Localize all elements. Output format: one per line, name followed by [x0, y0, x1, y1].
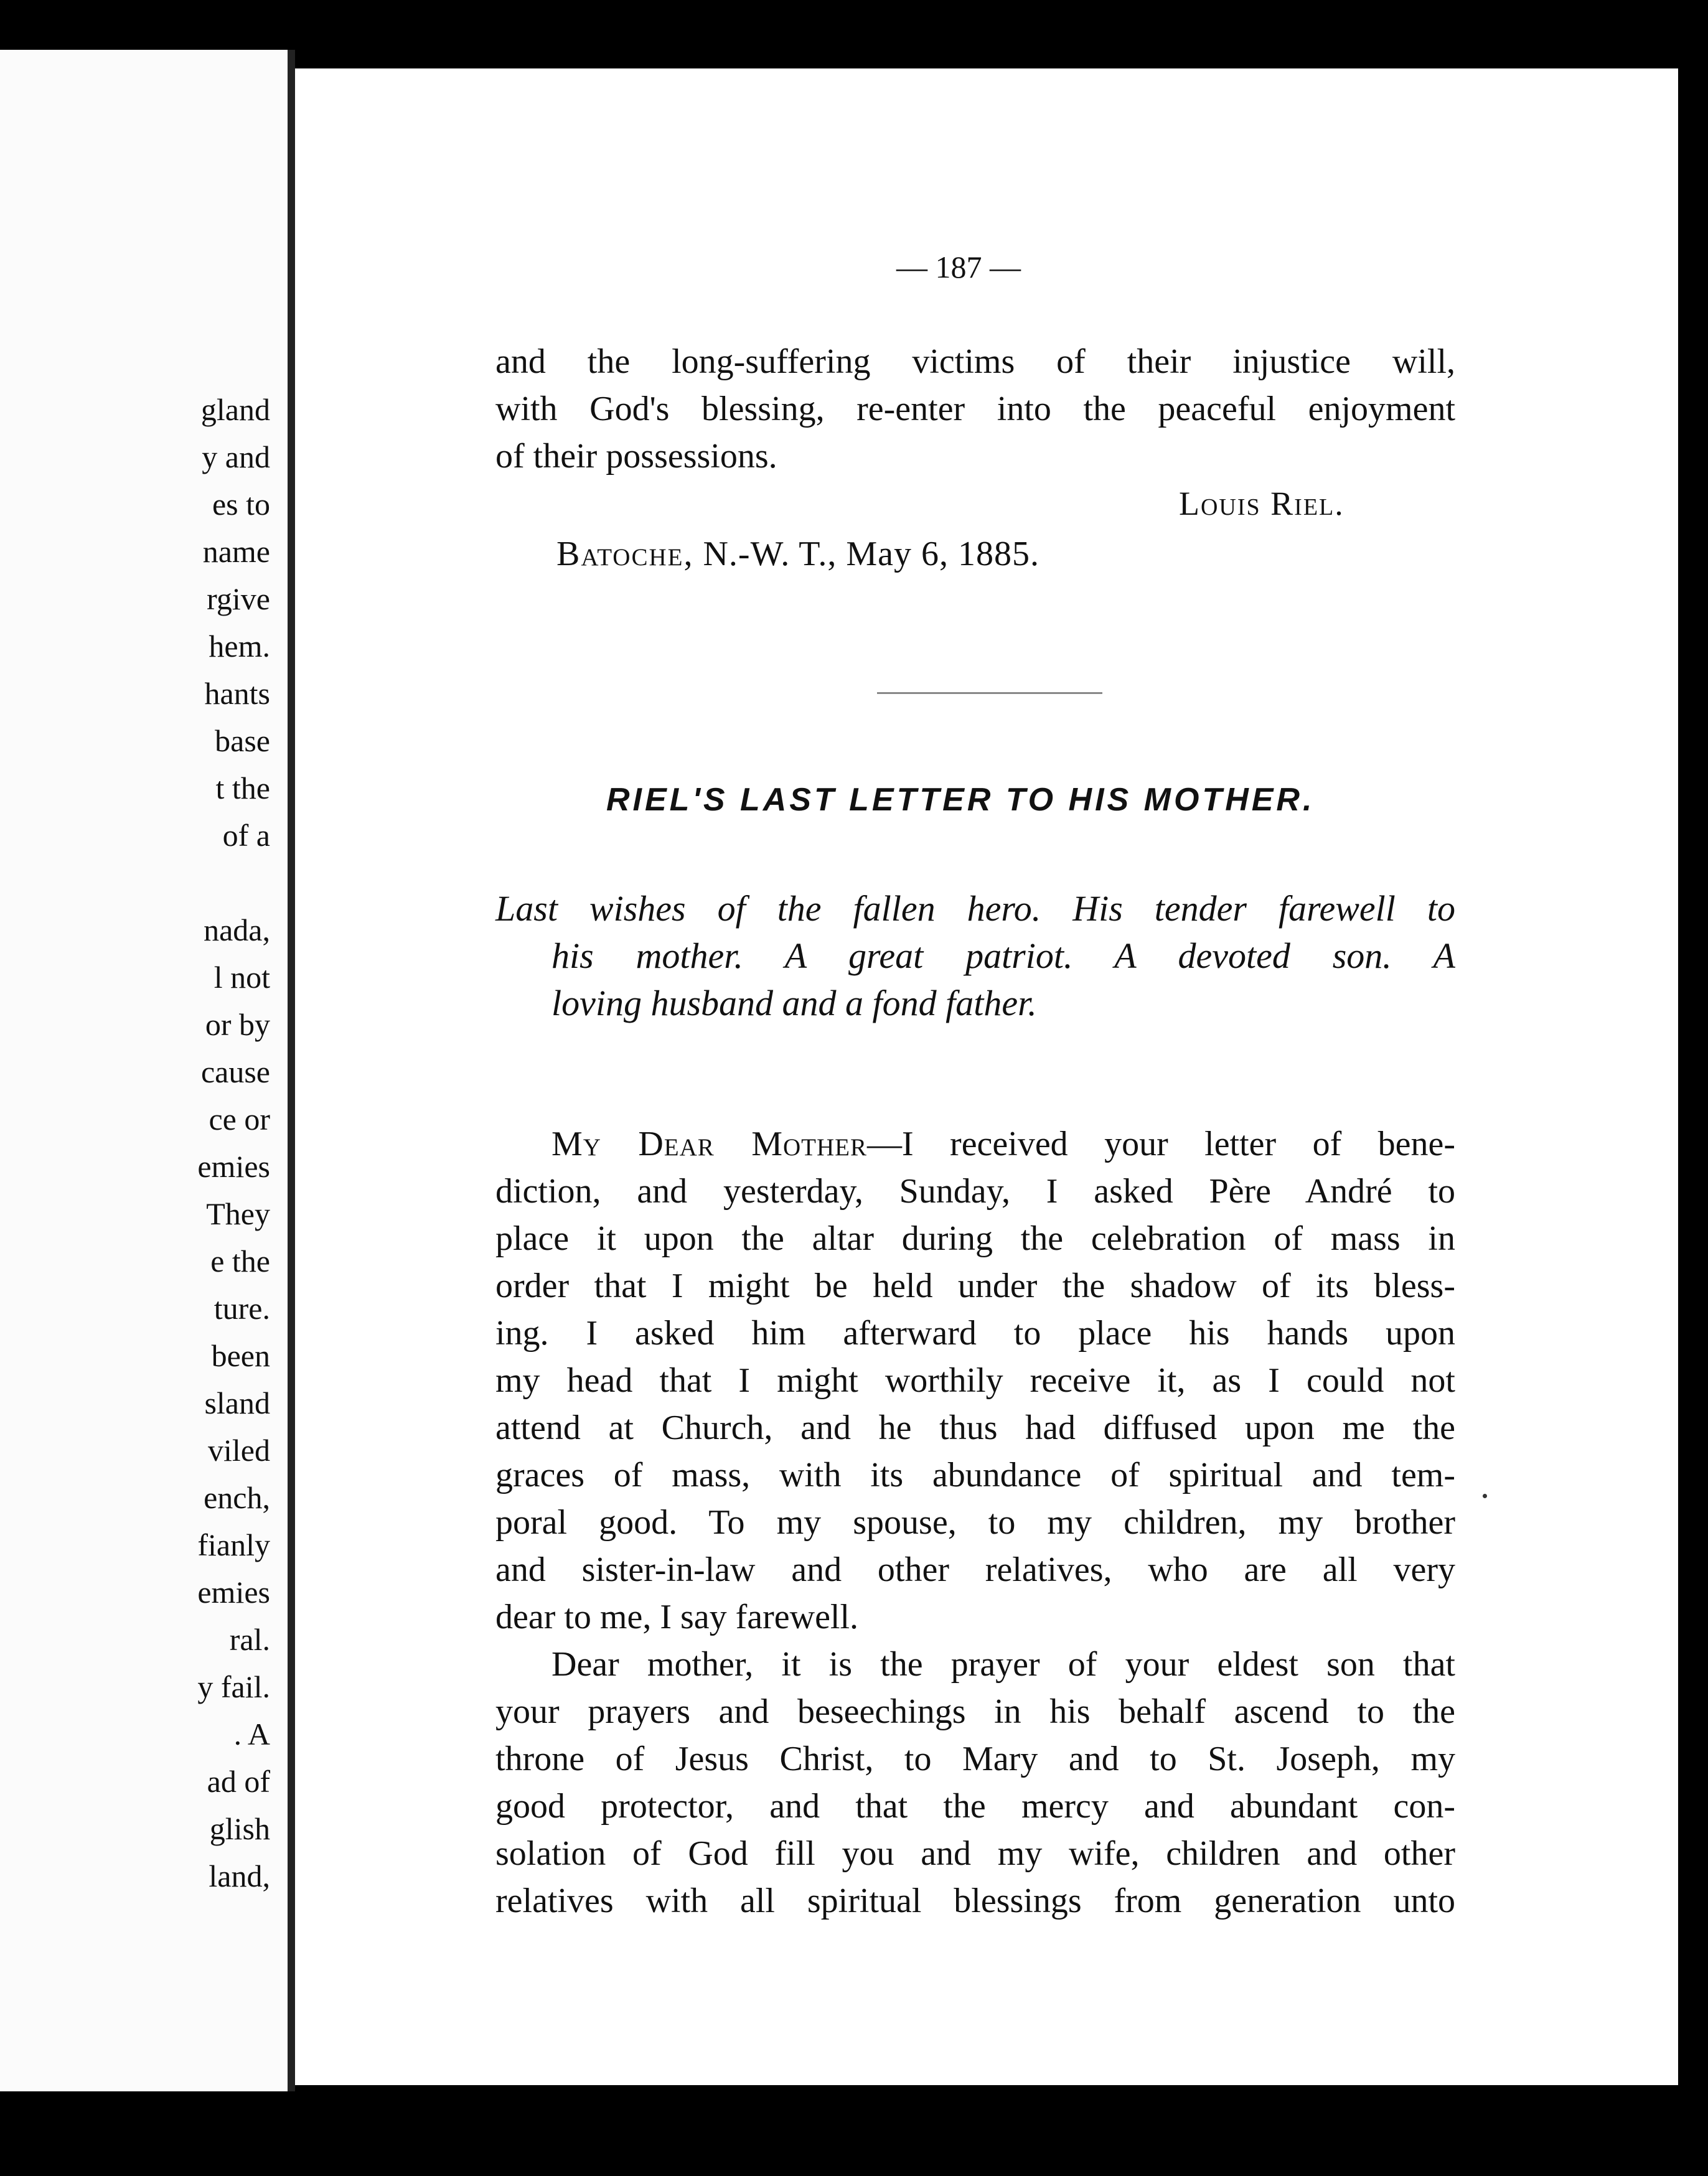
- text-line: my head that I might worthily receive it, as I could not: [495, 1361, 1455, 1400]
- facing-line: name: [202, 534, 270, 569]
- facing-line: hants: [204, 676, 270, 711]
- section-divider: [877, 692, 1102, 694]
- facing-line: base: [215, 723, 270, 758]
- facing-line: ture.: [214, 1291, 270, 1326]
- page-gutter: [288, 50, 295, 2091]
- facing-line: y fail.: [197, 1669, 270, 1704]
- page-number: — 187 —: [896, 250, 1021, 284]
- facing-page: [0, 50, 288, 2091]
- facing-line: of a: [222, 818, 270, 853]
- text-line: relatives with all spiritual blessings from generation unto: [495, 1882, 1455, 1920]
- subheading-line: loving husband and a fond father.: [551, 983, 1037, 1023]
- text-line: Dear mother, it is the prayer of your eldest son that: [551, 1645, 1455, 1684]
- text-line: graces of mass, with its abundance of spiritual and tem-: [495, 1456, 1455, 1494]
- main-page: [295, 68, 1678, 2085]
- text-line: attend at Church, and he thus had diffused upon me the: [495, 1409, 1455, 1447]
- facing-line: emies: [197, 1575, 270, 1610]
- text-line: and the long-suffering victims of their injustice will,: [495, 342, 1455, 381]
- text-line: your prayers and beseechings in his behalf ascend to the: [495, 1692, 1455, 1731]
- facing-line: emies: [197, 1149, 270, 1184]
- facing-line: y and: [202, 439, 270, 474]
- stray-mark: [1483, 1494, 1487, 1498]
- dateline-rest: N.-W. T., May 6, 1885.: [703, 535, 1039, 573]
- facing-line: ral.: [229, 1622, 270, 1657]
- text-line: of their possessions.: [495, 437, 777, 476]
- text-line: place it upon the altar during the celebration of mass in: [495, 1219, 1455, 1258]
- facing-line-gap: [197, 859, 270, 906]
- facing-line: fianly: [197, 1527, 270, 1562]
- text-line: and sister-in-law and other relatives, who are all very: [495, 1550, 1455, 1589]
- letter-body: [495, 1120, 1455, 1925]
- dateline-place: Batoche,: [556, 535, 694, 573]
- facing-line: cause: [200, 1054, 270, 1089]
- salutation: My Dear Mother: [551, 1125, 867, 1163]
- text-line: diction, and yesterday, Sunday, I asked Père André to: [495, 1172, 1455, 1211]
- dateline: [556, 534, 1039, 574]
- facing-line: or by: [205, 1007, 270, 1042]
- text-line: with God's blessing, re-enter into the peaceful enjoyment: [495, 390, 1455, 428]
- text-line: order that I might be held under the shadow of its bless-: [495, 1267, 1455, 1305]
- text-line: dear to me, I say farewell.: [495, 1598, 859, 1636]
- text-line: solation of God fill you and my wife, children and other: [495, 1834, 1455, 1873]
- facing-line: ad of: [207, 1764, 270, 1799]
- facing-line: e the: [210, 1244, 270, 1278]
- text-line: ing. I asked him afterward to place his hands upon: [495, 1314, 1455, 1353]
- facing-line: . A: [233, 1717, 270, 1752]
- facing-line: land,: [209, 1859, 270, 1893]
- facing-line: been: [211, 1338, 270, 1373]
- section-subheading: [495, 885, 1455, 1027]
- signature: Louis Riel.: [1179, 485, 1344, 522]
- facing-line: t the: [215, 771, 270, 805]
- text-line: throne of Jesus Christ, to Mary and to St. Joseph, my: [495, 1740, 1455, 1778]
- facing-line: sland: [204, 1386, 270, 1420]
- subheading-line: Last wishes of the fallen hero. His tender farewell to: [495, 888, 1455, 929]
- facing-line: ench,: [204, 1480, 270, 1515]
- subheading-line: his mother. A great patriot. A devoted son. A: [551, 936, 1455, 976]
- facing-line: glish: [209, 1811, 270, 1846]
- text-line: good protector, and that the mercy and abundant con-: [495, 1787, 1455, 1826]
- facing-line: l not: [214, 960, 270, 995]
- facing-line: nada,: [204, 912, 270, 947]
- text-line: poral good. To my spouse, to my children, my brother: [495, 1503, 1455, 1542]
- facing-line: They: [206, 1196, 270, 1231]
- facing-line: ce or: [209, 1102, 270, 1137]
- section-heading: RIEL'S LAST LETTER TO HIS MOTHER.: [606, 782, 1315, 818]
- text-line: [495, 1120, 1455, 1168]
- facing-line: gland: [200, 392, 270, 427]
- facing-line: rgive: [207, 581, 270, 616]
- continued-paragraph: [495, 338, 1455, 480]
- facing-line: hem.: [209, 629, 270, 664]
- facing-page-text: [197, 386, 270, 1900]
- text-line-rest: —I received your letter of bene-: [867, 1125, 1455, 1163]
- facing-line: es to: [212, 487, 270, 522]
- facing-line: viled: [208, 1433, 270, 1468]
